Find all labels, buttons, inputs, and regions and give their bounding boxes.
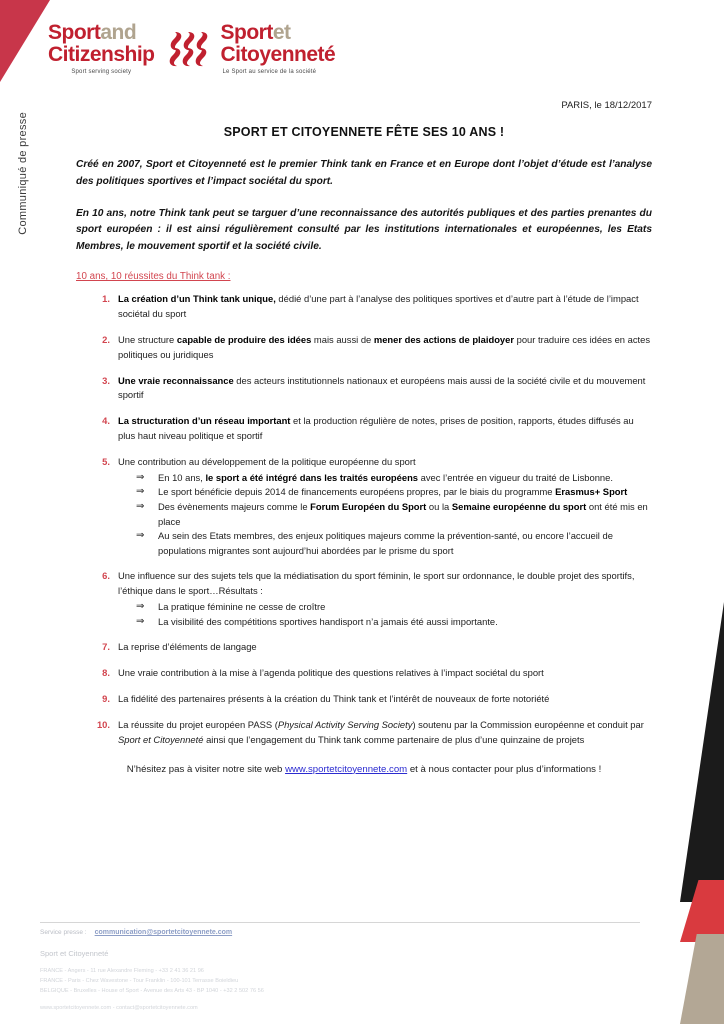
achievement-item — [76, 292, 652, 322]
arrow-right-icon: ⇒ — [136, 530, 145, 542]
achievement-sub-item — [136, 485, 652, 500]
footer-address-line: FRANCE - Angers - 11 rue Alexandre Fleming - +33 2 41 36 21 96 — [40, 968, 204, 974]
right-edge-black-shape — [680, 602, 724, 902]
achievement-number: 10. — [96, 718, 110, 730]
footer-organization-name: Sport et Citoyenneté — [40, 949, 109, 958]
achievement-number: 8. — [102, 667, 110, 679]
achievement-item — [76, 640, 652, 655]
achievement-sub-list — [118, 471, 652, 558]
press-email-link[interactable]: communication@sportetcitoyennete.com — [94, 929, 233, 936]
footer-address-line: FRANCE - Paris - Chez Wavestone - Tour Franklin - 100-101 Terrasse Boieldieu — [40, 977, 239, 984]
achievement-number: 7. — [102, 641, 110, 653]
footer-address-line: BELGIQUE - Bruxelles - House of Sport - Avenue des Arts 43 - BP 1040 - +32 2 502 76 56 — [40, 987, 264, 994]
achievement-item — [76, 718, 652, 748]
achievement-number: 6. — [102, 570, 110, 582]
achievement-number: 1. — [102, 293, 110, 305]
achievement-item — [76, 569, 652, 629]
achievement-item — [76, 333, 652, 363]
achievement-number: 9. — [102, 692, 110, 704]
achievement-sub-text: Des évènements majeurs comme le Forum Européen du Sport ou la Semaine européenne du sport ont été mis en place — [158, 501, 648, 527]
achievement-text: La structuration d’un réseau important et la production régulière de notes, prises de position, rapports, études diffusés au plus haut niveau politique et sportif — [118, 415, 634, 442]
achievement-text: Une vraie reconnaissance des acteurs institutionnels nationaux et européens mais aussi de la société civile et du mouvement sportif — [118, 374, 646, 401]
achievement-sub-item — [136, 471, 652, 486]
achievement-sub-item — [136, 529, 652, 558]
arrow-right-icon: ⇒ — [136, 615, 145, 627]
lead-paragraph-2: En 10 ans, notre Think tank peut se targuer d’une reconnaissance des autorités publiques et des parties prenantes du sport européen : il est ainsi régulièrement consulté par les institutions internationales et européennes, les Etats Membres, le mouvement sportif et la société civile. — [76, 207, 652, 253]
logo-fr-line2: Citoyenneté — [220, 43, 336, 66]
achievement-text: La réussite du projet européen PASS (Physical Activity Serving Society) soutenu par la Commission européenne et conduit par Sport et Citoyenneté ainsi que l’engagement du Think tank comme partenaire de plus d’une quinzaine de projets — [118, 718, 644, 745]
achievement-text: La création d’un Think tank unique, dédié d’une part à l’analyse des politiques sportives et d’autre part à l’étude de l’impact sociétal du sport — [118, 293, 639, 319]
closing-text-before: N’hésitez pas à visiter notre site web — [126, 763, 286, 775]
arrow-right-icon: ⇒ — [136, 601, 145, 613]
sidebar-label-text: Communiqué de presse — [17, 112, 29, 235]
dateline: PARIS, le 18/12/2017 — [561, 100, 652, 111]
logo — [48, 22, 335, 75]
sss-wave-icon — [165, 26, 211, 70]
achievement-sub-text: Le sport bénéficie depuis 2014 de financements européens propres, par le biais du programme Erasmus+ Sport — [158, 486, 628, 498]
arrow-right-icon: ⇒ — [136, 486, 145, 498]
achievement-number: 5. — [102, 456, 110, 468]
lead-paragraph-1: Créé en 2007, Sport et Citoyenneté est le premier Think tank en France et en Europe dont l’objet d’étude est l’analyse des politiques sportives et l’impact sociétal du sport. — [76, 159, 652, 187]
closing-line — [76, 764, 652, 775]
press-label: Service presse : — [40, 929, 87, 936]
section-heading: 10 ans, 10 réussites du Think tank : — [76, 271, 231, 283]
achievement-text: Une influence sur des sujets tels que la médiatisation du sport féminin, le sport sur ordonnance, le double projet des sportifs, l’éthique dans le sport…Résultats : — [118, 570, 635, 597]
achievement-text: Une vraie contribution à la mise à l’agenda politique des questions relatives à l’impact sociétal du sport — [118, 667, 544, 679]
right-edge-tan-shape — [680, 934, 724, 1024]
achievement-text: Une contribution au développement de la politique européenne du sport — [118, 456, 416, 468]
achievement-sub-text: La pratique féminine ne cesse de croître — [158, 601, 326, 613]
achievement-number: 4. — [102, 415, 110, 427]
achievement-number: 3. — [102, 374, 110, 386]
achievement-item — [76, 414, 652, 444]
achievements-list — [76, 292, 652, 747]
logo-en-tagline: Sport serving society — [71, 69, 132, 75]
achievement-text: La fidélité des partenaires présents à la création du Think tank et l’intérêt de nouveaux de forte notoriété — [118, 692, 550, 704]
logo-fr-line1 — [221, 22, 336, 43]
achievement-sub-item — [136, 600, 652, 615]
achievement-sub-text: En 10 ans, le sport a été intégré dans les traités européens avec l’entrée en vigueur du traité de Lisbonne. — [158, 471, 613, 483]
logo-en-word-sport: Sport — [48, 21, 101, 44]
logo-en-line1 — [48, 22, 155, 43]
achievement-item — [76, 374, 652, 404]
website-link[interactable]: www.sportetcitoyennete.com — [285, 763, 408, 775]
document-header — [0, 0, 724, 92]
document-body — [76, 100, 652, 775]
logo-fr-word-sport: Sport — [220, 21, 273, 44]
arrow-right-icon: ⇒ — [136, 501, 145, 513]
page-title: SPORT ET CITOYENNETE FÊTE SES 10 ANS ! — [223, 125, 505, 139]
logo-french — [221, 22, 336, 75]
footer-web-line: www.sportetcitoyennete.com - contact@sportetcitoyennete.com — [40, 1005, 198, 1012]
logo-fr-word-et: et — [272, 21, 291, 44]
logo-en-word-and: and — [100, 21, 137, 44]
logo-english — [48, 22, 155, 75]
document-footer — [40, 922, 640, 1011]
footer-divider — [40, 922, 640, 923]
achievement-text: Une structure capable de produire des idées mais aussi de mener des actions de plaidoyer pour traduire ces idées en actes politiques ou juridiques — [118, 333, 651, 360]
arrow-right-icon: ⇒ — [136, 471, 145, 483]
sidebar-vertical-label — [10, 112, 36, 312]
achievement-sub-item — [136, 500, 652, 529]
footer-addresses — [40, 967, 640, 996]
achievement-number: 2. — [102, 333, 110, 345]
achievement-sub-text: La visibilité des compétitions sportives handisport n’a jamais été aussi importante. — [158, 615, 498, 627]
press-contact-line — [40, 929, 640, 936]
achievement-item — [76, 666, 652, 681]
closing-text-after: et à nous contacter pour plus d’informations ! — [407, 763, 602, 775]
logo-en-line2: Citizenship — [48, 43, 155, 66]
achievement-sub-item — [136, 615, 652, 630]
logo-fr-tagline: Le Sport au service de la société — [222, 69, 317, 75]
achievement-item — [76, 455, 652, 558]
achievement-item — [76, 692, 652, 707]
achievement-text: La reprise d’éléments de langage — [118, 641, 257, 653]
achievement-sub-list — [118, 600, 652, 629]
achievement-sub-text: Au sein des Etats membres, des enjeux politiques majeurs comme la prévention-santé, ou encore l’accueil de populations migrantes sont aujourd’hui abordées par le prisme du sport — [158, 530, 613, 556]
